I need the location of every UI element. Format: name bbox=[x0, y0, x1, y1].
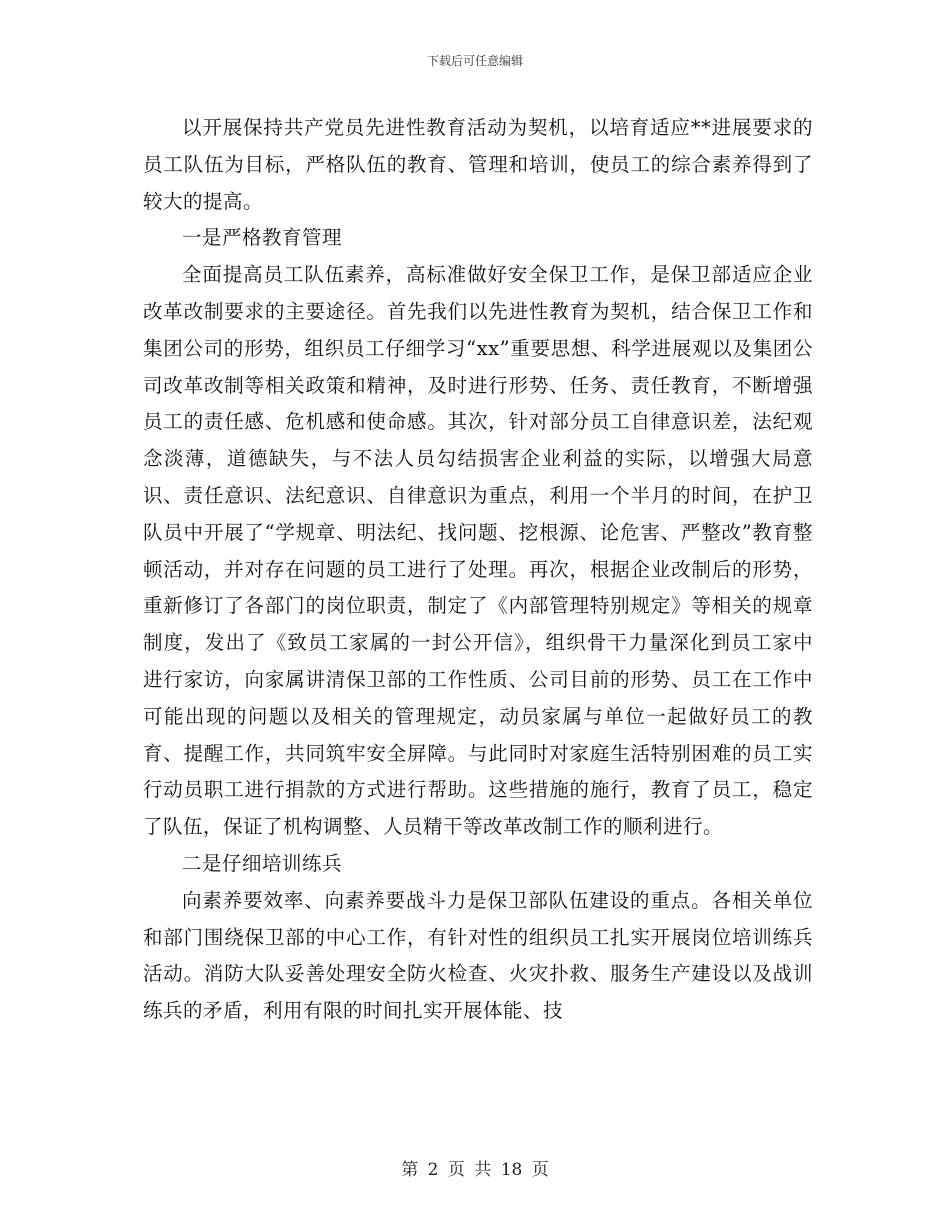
paragraph-training: 向素养要效率、向素养要战斗力是保卫部队伍建设的重点。各相关单位和部门围绕保卫部的中心工作，有针对性的组织员工扎实开展岗位培训练兵活动。消防大队妥善处理安全防火检查、火灾扑救、服务生产建设以及战训练兵的矛盾，利用有限的时间扎实开展体能、技 bbox=[143, 888, 813, 1023]
section-heading-1: 一是严格教育管理 bbox=[182, 226, 343, 250]
page-header: 下载后可任意编辑 bbox=[426, 54, 523, 68]
paragraph-intro: 以开展保持共产党员先进性教育活动为契机，以培育适应**进展要求的员工队伍为目标，严格队伍的教育、管理和培训，使员工的综合素养得到了较大的提高。 bbox=[143, 116, 813, 213]
page-number-footer: 第 2 页 共 18 页 bbox=[401, 1160, 549, 1180]
document-body bbox=[143, 110, 813, 1030]
paragraph-education-management: 全面提高员工队伍素养，高标准做好安全保卫工作，是保卫部适应企业改革改制要求的主要途径。首先我们以先进性教育为契机，结合保卫工作和集团公司的形势，组织员工仔细学习“xx”重要思想、科学进展观以及集团公司改革改制等相关政策和精神，及时进行形势、任务、责任教育，不断增强员工的责任感、危机感和使命感。其次，针对部分员工自律意识差，法纪观念淡薄，道德缺失，与不法人员勾结损害企业利益的实际，以增强大局意识、责任意识、法纪意识、自律意识为重点，利用一个半月的时间，在护卫队员中开展了“学规章、明法纪、找问题、挖根源、论危害、严整改”教育整顿活动，并对存在问题的员工进行了处理。再次，根据企业改制后的形势，重新修订了各部门的岗位职责，制定了《内部管理特别规定》等相关的规章制度，发出了《致员工家属的一封公开信》，组织骨干力量深化到员工家中进行家访，向家属讲清保卫部的工作性质、公司目前的形势、员工在工作中可能出现的问题以及相关的管理规定，动员家属与单位一起做好员工的教育、提醒工作，共同筑牢安全屏障。与此同时对家庭生活特别困难的员工实行动员职工进行捐款的方式进行帮助。这些措施的施行，教育了员工，稳定了队伍，保证了机构调整、人员精干等改革改制工作的顺利进行。 bbox=[143, 263, 813, 839]
section-heading-2: 二是仔细培训练兵 bbox=[182, 851, 343, 875]
